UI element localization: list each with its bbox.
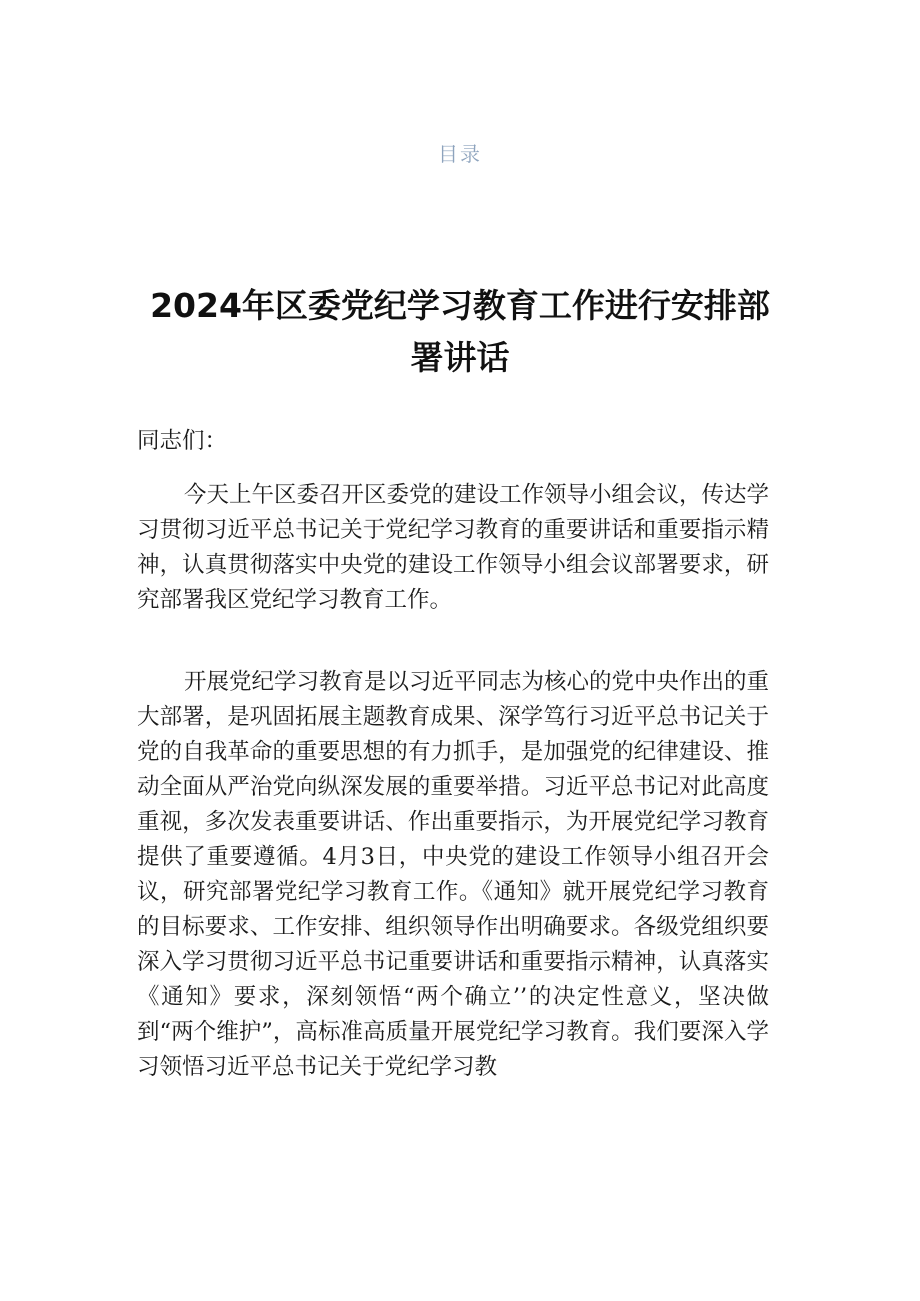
paragraph-1: 今天上午区委召开区委党的建设工作领导小组会议，传达学习贯彻习近平总书记关于党纪学习教育的重要讲话和重要指示精神，认真贯彻落实中央党的建设工作领导小组会议部署要求，研究部署我区党纪学习教育工作。 — [137, 482, 770, 613]
paragraph-2: 开展党纪学习教育是以习近平同志为核心的党中央作出的重大部署，是巩固拓展主题教育成果、深学笃行习近平总书记关于党的自我革命的重要思想的有力抓手，是加强党的纪律建设、推动全面从严治党向纵深发展的重要举措。习近平总书记对此高度重视，多次发表重要讲话、作出重要指示，为开展党纪学习教育提供了重要遵循。4月3日，中央党的建设工作领导小组召开会议，研究部署党纪学习教育工作。《通知》就开展党纪学习教育的目标要求、工作安排、组织领导作出明确要求。各级党组织要深入学习贯彻习近平总书记重要讲话和重要指示精神，认真落实《通知》要求，深刻领悟“两个确立’’的决定性意义，坚决做到“两个维护”，高标准高质量开展党纪学习教育。我们要深入学习领悟习近平总书记关于党纪学习教 — [137, 669, 770, 1080]
toc-label: 目录 — [438, 142, 482, 166]
document-title: 2024年区委党纪学习教育工作进行安排部署讲话 — [150, 286, 770, 377]
salutation: 同志们： — [137, 428, 228, 454]
